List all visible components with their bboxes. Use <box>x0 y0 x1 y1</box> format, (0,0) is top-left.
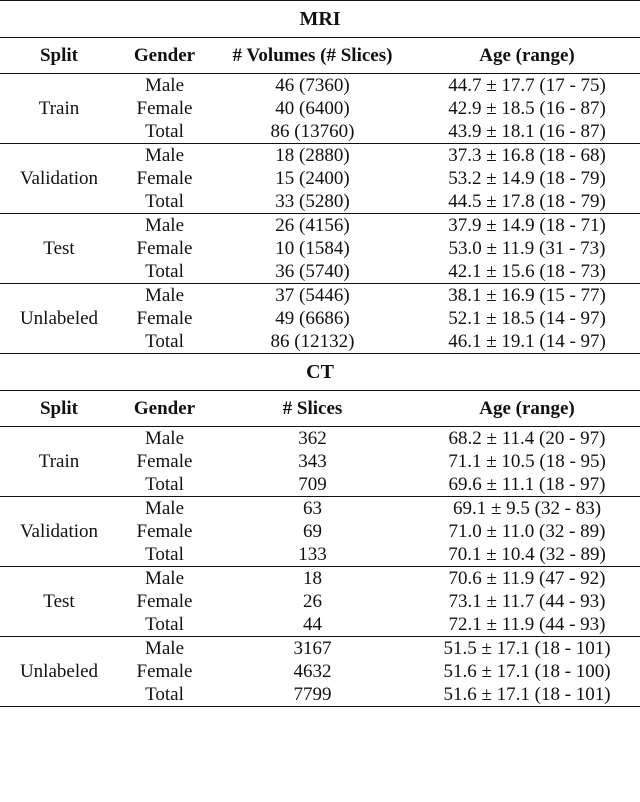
age-cell: 46.1 ± 19.1 (14 - 97) <box>448 331 606 352</box>
gender-cell: Total <box>145 261 184 282</box>
gender-cell: Female <box>136 591 193 612</box>
table-row <box>0 427 640 451</box>
count-cell: 46 (7360) <box>211 74 414 98</box>
gender-cell: Male <box>118 144 211 168</box>
gender-cell: Total <box>145 331 184 352</box>
gender-cell: Male <box>118 427 211 451</box>
age-cell: 69.1 ± 9.5 (32 - 83) <box>414 497 640 521</box>
table-row <box>0 214 640 238</box>
count-cell: 86 (13760) <box>270 121 355 142</box>
header-row <box>0 38 640 74</box>
table-row <box>0 74 640 98</box>
section-title: MRI <box>0 1 640 38</box>
age-cell: 70.6 ± 11.9 (47 - 92) <box>414 567 640 591</box>
header-row <box>0 391 640 427</box>
gender-cell: Female <box>136 98 193 119</box>
gender-cell: Total <box>145 474 184 495</box>
count-cell: 343 <box>298 451 327 472</box>
age-cell: 37.3 ± 16.8 (18 - 68) <box>414 144 640 168</box>
split-header: Split <box>0 391 118 427</box>
gender-cell: Total <box>145 544 184 565</box>
age-cell: 44.5 ± 17.8 (18 - 79) <box>448 191 606 212</box>
split-label: Unlabeled <box>0 284 118 354</box>
count-cell: 18 (2880) <box>211 144 414 168</box>
age-cell: 72.1 ± 11.9 (44 - 93) <box>448 614 606 635</box>
count-cell: 33 (5280) <box>275 191 350 212</box>
split-label: Test <box>0 214 118 284</box>
count-cell: 69 <box>303 521 322 542</box>
age-cell: 52.1 ± 18.5 (14 - 97) <box>448 308 606 329</box>
table-row <box>0 497 640 521</box>
age-cell: 43.9 ± 18.1 (16 - 87) <box>448 121 606 142</box>
age-cell: 71.1 ± 10.5 (18 - 95) <box>448 451 606 472</box>
age-cell: 37.9 ± 14.9 (18 - 71) <box>414 214 640 238</box>
count-cell: 37 (5446) <box>211 284 414 308</box>
table-row <box>0 284 640 308</box>
count-cell: 709 <box>298 474 327 495</box>
age-cell: 44.7 ± 17.7 (17 - 75) <box>414 74 640 98</box>
age-cell: 53.2 ± 14.9 (18 - 79) <box>448 168 606 189</box>
table-row <box>0 567 640 591</box>
gender-header: Gender <box>118 38 211 74</box>
age-cell: 51.5 ± 17.1 (18 - 101) <box>414 637 640 661</box>
count-cell: 3167 <box>211 637 414 661</box>
age-cell: 68.2 ± 11.4 (20 - 97) <box>414 427 640 451</box>
split-label: Validation <box>0 144 118 214</box>
split-label: Unlabeled <box>0 637 118 707</box>
count-header: # Volumes (# Slices) <box>211 38 414 74</box>
count-cell: 26 (4156) <box>211 214 414 238</box>
gender-cell: Total <box>145 191 184 212</box>
count-cell: 63 <box>211 497 414 521</box>
count-cell: 362 <box>211 427 414 451</box>
section-title-row <box>0 1 640 38</box>
count-cell: 10 (1584) <box>275 238 350 259</box>
gender-cell: Female <box>136 661 193 682</box>
count-cell: 133 <box>298 544 327 565</box>
gender-cell: Female <box>136 168 193 189</box>
count-cell: 36 (5740) <box>275 261 350 282</box>
gender-header: Gender <box>118 391 211 427</box>
age-header: Age (range) <box>414 391 640 427</box>
count-cell: 86 (12132) <box>270 331 355 352</box>
gender-cell: Total <box>145 121 184 142</box>
split-label: Test <box>0 567 118 637</box>
age-cell: 51.6 ± 17.1 (18 - 101) <box>414 683 640 707</box>
age-cell: 53.0 ± 11.9 (31 - 73) <box>448 238 606 259</box>
section-title: CT <box>0 354 640 391</box>
age-cell: 73.1 ± 11.7 (44 - 93) <box>448 591 606 612</box>
age-header: Age (range) <box>414 38 640 74</box>
gender-cell: Female <box>136 238 193 259</box>
age-cell: 51.6 ± 17.1 (18 - 100) <box>443 661 611 682</box>
count-cell: 4632 <box>293 661 332 682</box>
count-cell: 40 (6400) <box>275 98 350 119</box>
split-label: Train <box>0 74 118 144</box>
count-cell: 18 <box>211 567 414 591</box>
gender-cell: Total <box>145 614 184 635</box>
split-label: Train <box>0 427 118 497</box>
gender-cell: Female <box>136 451 193 472</box>
count-header: # Slices <box>211 391 414 427</box>
table-row <box>0 637 640 661</box>
age-cell: 42.9 ± 18.5 (16 - 87) <box>448 98 606 119</box>
age-cell: 42.1 ± 15.6 (18 - 73) <box>448 261 606 282</box>
count-cell: 49 (6686) <box>275 308 350 329</box>
gender-cell: Male <box>118 214 211 238</box>
gender-cell: Male <box>118 497 211 521</box>
gender-cell: Male <box>118 284 211 308</box>
age-cell: 70.1 ± 10.4 (32 - 89) <box>448 544 606 565</box>
table-row <box>0 144 640 168</box>
count-cell: 15 (2400) <box>275 168 350 189</box>
gender-cell: Total <box>118 683 211 707</box>
count-cell: 44 <box>303 614 322 635</box>
age-cell: 38.1 ± 16.9 (15 - 77) <box>414 284 640 308</box>
gender-cell: Female <box>136 521 193 542</box>
age-cell: 71.0 ± 11.0 (32 - 89) <box>448 521 606 542</box>
gender-cell: Male <box>118 567 211 591</box>
section-title-row <box>0 354 640 391</box>
count-cell: 26 <box>303 591 322 612</box>
age-cell: 69.6 ± 11.1 (18 - 97) <box>448 474 606 495</box>
count-cell: 7799 <box>211 683 414 707</box>
gender-cell: Male <box>118 74 211 98</box>
split-label: Validation <box>0 497 118 567</box>
split-header: Split <box>0 38 118 74</box>
table-body <box>0 1 640 707</box>
gender-cell: Male <box>118 637 211 661</box>
gender-cell: Female <box>136 308 193 329</box>
